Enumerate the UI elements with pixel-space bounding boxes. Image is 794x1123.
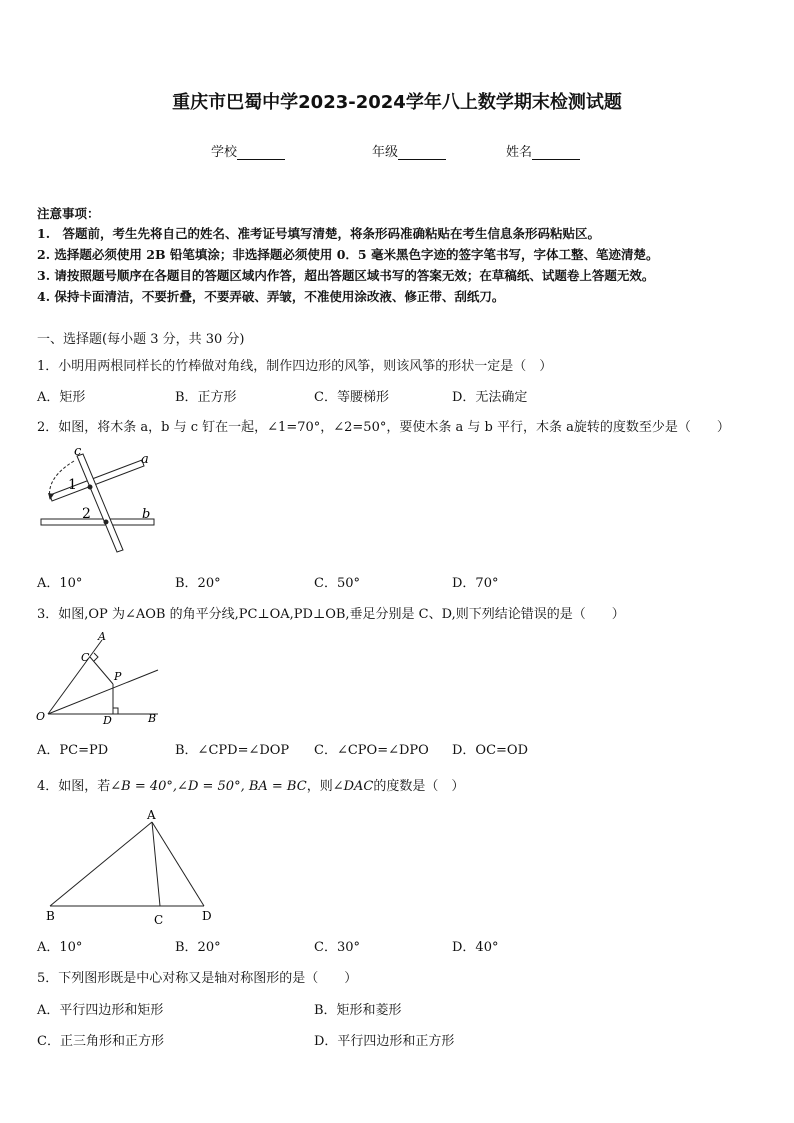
school-label: 学校 <box>211 145 238 160</box>
question-3-text: 3．如图,OP 为∠AOB 的角平分线,PC⊥OA,PD⊥OB,垂足分别是 C、D,则下列结论错误的是（ ） <box>37 607 625 622</box>
nail-2 <box>104 520 109 525</box>
label-B: B <box>148 712 157 725</box>
stick-c <box>77 454 123 552</box>
notice-item-1: 1. 答题前，考生先将自己的姓名、准考证号填写清楚，将条形码准确粘贴在考生信息条形码粘贴区。 <box>37 226 601 241</box>
segment-AD <box>152 822 204 906</box>
label-D: D <box>103 714 112 727</box>
q1-option-a: A．矩形 <box>37 390 86 405</box>
question-4-text <box>37 775 464 794</box>
q4-math-condition: ∠B = 40°,∠D = 50°, BA = BC <box>110 779 307 794</box>
q4-option-d: D．40° <box>452 940 499 955</box>
q1-option-b: B．正方形 <box>175 390 237 405</box>
right-angle-C <box>94 653 98 661</box>
page-title: 重庆市巴蜀中学2023-2024学年八上数学期末检测试题 <box>172 92 622 113</box>
label-B: B <box>46 909 55 923</box>
label-a: a <box>141 452 149 467</box>
segment-AC <box>152 822 160 906</box>
segment-BA <box>50 822 152 906</box>
q4-figure <box>40 806 220 930</box>
q3-option-d: D．OC=OD <box>452 743 529 758</box>
label-P: P <box>114 670 122 683</box>
question-2-text: 2．如图，将木条 a，b 与 c 钉在一起，∠1=70°，∠2=50°，要使木条 a 与 b 平行，木条 a旋转的度数至少是（ ） <box>37 420 730 435</box>
name-label: 姓名 <box>506 145 533 160</box>
q5-option-b: B．矩形和菱形 <box>314 1003 402 1018</box>
q4-text-end: 的度数是（ ） <box>373 779 465 794</box>
name-blank <box>532 146 580 160</box>
label-C: C <box>154 913 164 927</box>
q2-option-d: D．70° <box>452 576 499 591</box>
label-angle-2: 2 <box>82 506 91 522</box>
grade-label: 年级 <box>372 145 399 160</box>
q4-math-target: ∠DAC <box>332 779 374 794</box>
notice-heading: 注意事项： <box>37 206 100 221</box>
q3-option-c: C．∠CPO=∠DPO <box>314 743 429 758</box>
school-blank <box>237 146 285 160</box>
label-C: C <box>81 651 90 664</box>
question-5-text: 5．下列图形既是中心对称又是轴对称图形的是（ ） <box>37 971 358 986</box>
notice-item-2: 2. 选择题必须使用 2B 铅笔填涂；非选择题必须使用 0．5 毫米黑色字迹的签字笔书写，字体工整、笔迹清楚。 <box>37 247 659 262</box>
right-angle-D <box>113 708 118 714</box>
label-c: c <box>74 444 82 459</box>
q3-option-a: A．PC=PD <box>37 743 109 758</box>
q4-option-a: A．10° <box>37 940 83 955</box>
label-angle-1: 1 <box>68 477 77 493</box>
segment-PC <box>90 657 113 684</box>
grade-blank <box>398 146 446 160</box>
q2-option-a: A．10° <box>37 576 83 591</box>
label-A: A <box>147 808 156 822</box>
label-b: b <box>142 507 151 522</box>
q4-option-b: B．20° <box>175 940 221 955</box>
school-field <box>211 141 285 160</box>
grade-field <box>372 141 446 160</box>
label-D: D <box>202 909 212 923</box>
q3-figure <box>34 628 164 728</box>
q2-option-c: C．50° <box>314 576 360 591</box>
notice-item-4: 4. 保持卡面清洁，不要折叠，不要弄破、弄皱，不准使用涂改液、修正带、刮纸刀。 <box>37 289 505 304</box>
section-heading: 一、选择题(每小题 3 分，共 30 分) <box>37 332 245 347</box>
nail-1 <box>88 485 93 490</box>
label-O: O <box>36 710 46 723</box>
q1-option-d: D．无法确定 <box>452 390 528 405</box>
q4-text-before: 4．如图，若 <box>37 779 111 794</box>
label-A: A <box>98 630 106 643</box>
stick-b <box>41 519 154 525</box>
q1-option-c: C．等腰梯形 <box>314 390 389 405</box>
notice-item-3: 3. 请按照题号顺序在各题目的答题区域内作答，超出答题区域书写的答案无效；在草稿纸、试题卷上答题无效。 <box>37 268 655 283</box>
q3-option-b: B．∠CPD=∠DOP <box>175 743 290 758</box>
q4-option-c: C．30° <box>314 940 360 955</box>
q4-text-after: ，则 <box>306 779 333 794</box>
q2-figure <box>36 443 166 558</box>
q2-option-b: B．20° <box>175 576 221 591</box>
q5-option-d: D．平行四边形和正方形 <box>314 1034 455 1049</box>
question-1-text: 1．小明用两根同样长的竹棒做对角线，制作四边形的风筝，则该风筝的形状一定是（ ） <box>37 359 553 374</box>
q5-option-a: A．平行四边形和矩形 <box>37 1003 164 1018</box>
name-field <box>506 141 580 160</box>
q5-option-c: C．正三角形和正方形 <box>37 1034 164 1049</box>
